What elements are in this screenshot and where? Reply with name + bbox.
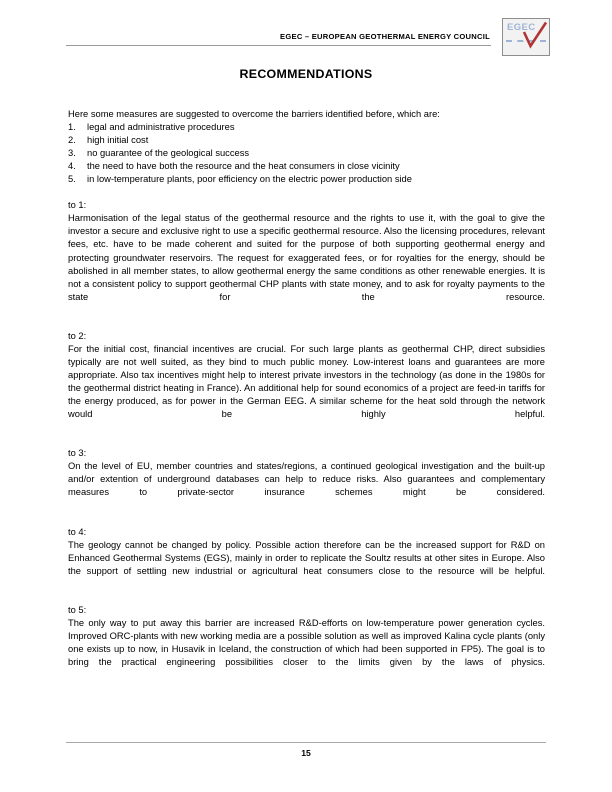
page-number: 15 bbox=[301, 748, 311, 758]
spacer bbox=[68, 591, 545, 604]
section-label-to-2: to 2: bbox=[68, 330, 87, 341]
list-item bbox=[68, 147, 545, 160]
list-item bbox=[68, 121, 545, 134]
document-body bbox=[68, 108, 545, 682]
section-body-to-1: Harmonisation of the legal status of the geothermal resource and the rights to use it, with the goal to give the investor a secure and exclusive right to use a specific geothermal resource. Also the licensing procedures, relevant fees, etc. have to be made coherent and suited for the purpose of both supporting geothermal energy and protecting groundwater reservoirs. The request for exaggerated fees, or for royalties for the energy, should be abolished in all member states, to allow geothermal energy the same conditions as other renewable energies. It is not a consistent policy to support geothermal CHP plants with state money, and to ask for royalty payments to the state for the resource. bbox=[68, 213, 545, 302]
list-item-label: high initial cost bbox=[87, 135, 149, 146]
list-item bbox=[68, 160, 545, 173]
checkmark-icon bbox=[521, 21, 549, 49]
list-item bbox=[68, 173, 545, 186]
section-body-to-5: The only way to put away this barrier are increased R&D-efforts on low-temperature power generation cycles. Improved ORC-plants with new working media are a possible solution as well as improved Kalina cycle plants (only one exists up to now, in Husavik in Iceland, the construction of which had been supported in FP5). The goal is to bring the practical engineering possibilities closer to the limits given by the laws of physics. bbox=[68, 617, 545, 667]
list-item-number: 5. bbox=[68, 174, 76, 185]
list-item-label: in low-temperature plants, poor efficiency on the electric power production side bbox=[87, 174, 412, 185]
barrier-list bbox=[68, 121, 545, 186]
logo-wordmark: EGEC bbox=[507, 22, 536, 33]
section-label-to-1: to 1: bbox=[68, 200, 87, 211]
section-body-to-4: The geology cannot be changed by policy. Possible action therefore can be the increased support for R&D on Enhanced Geothermal Systems (EGS), mainly in order to replicate the Soultz results at other sites in Europe. Also the support of settling new industrial or agricultural heat consumers close to the resource will be helpful. bbox=[68, 539, 545, 576]
spacer bbox=[68, 317, 545, 330]
section-label-to-3: to 3: bbox=[68, 448, 87, 459]
list-item-number: 1. bbox=[68, 122, 76, 133]
list-item bbox=[68, 134, 545, 147]
list-item-number: 4. bbox=[68, 161, 76, 172]
list-item-number: 2. bbox=[68, 135, 76, 146]
list-item-label: no guarantee of the geological success bbox=[87, 148, 250, 159]
list-item-number: 3. bbox=[68, 148, 76, 159]
footer-divider bbox=[66, 742, 546, 743]
section-body-to-2: For the initial cost, financial incentives are crucial. For such large plants as geothermal CHP, direct subsidies typically are not well suited, as they bind to much public money. Low-interest loans and guarantees are more appropriate. Also tax incentives might help to interest private investors in the technology (as done in the 1980s for the geothermal district heating in France). An additional help for sound economics of a project are feed-in tariffs for the energy produced, as for power in the German EEG. A similar scheme for the heat sold through the network would be highly helpful. bbox=[68, 343, 545, 420]
section-body-to-3: On the level of EU, member countries and states/regions, a continued geological investigation and the built-up and/or extention of underground databases can help to reduce risks. Also guarantees and complementary measures to private-sector insurance schemes might be considered. bbox=[68, 461, 545, 498]
intro-paragraph: Here some measures are suggested to overcome the barriers identified before, which are: bbox=[68, 109, 440, 119]
egec-logo bbox=[502, 18, 550, 56]
spacer bbox=[68, 434, 545, 447]
header-title: EGEC – EUROPEAN GEOTHERMAL ENERGY COUNCIL bbox=[280, 32, 490, 41]
page-header bbox=[66, 18, 546, 58]
section-label-to-5: to 5: bbox=[68, 604, 87, 615]
page-title: RECOMMENDATIONS bbox=[239, 67, 373, 81]
list-item-label: the need to have both the resource and the heat consumers in close vicinity bbox=[87, 161, 400, 172]
spacer bbox=[68, 512, 545, 525]
section-label-to-4: to 4: bbox=[68, 526, 87, 537]
header-divider bbox=[66, 45, 491, 46]
spacer bbox=[68, 186, 545, 199]
list-item-label: legal and administrative procedures bbox=[87, 122, 235, 133]
